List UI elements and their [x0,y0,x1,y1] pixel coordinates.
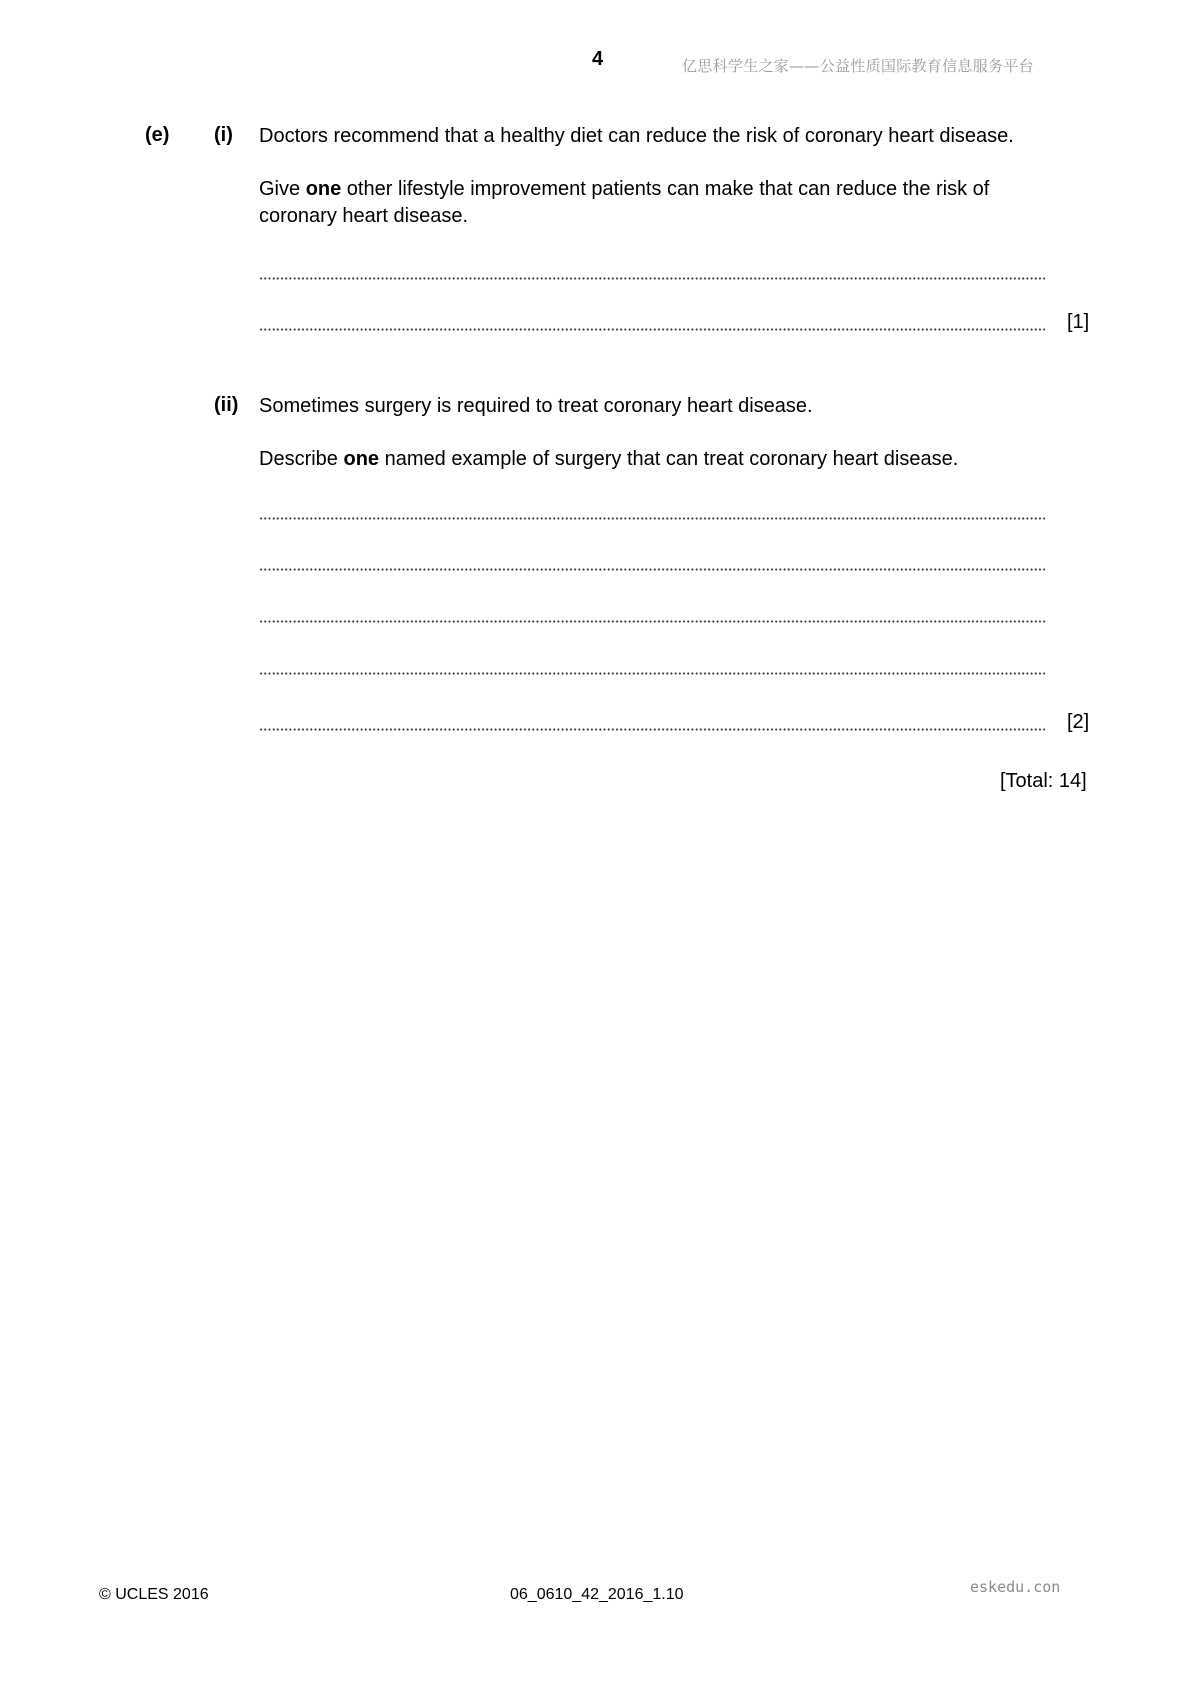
marks-label: [1] [1067,311,1090,333]
answer-line[interactable] [259,277,1045,280]
prompt-emphasis: one [305,178,342,200]
subquestion-ii-prompt [259,446,958,473]
subquestion-ii-statement: Sometimes surgery is required to treat coronary heart disease. [259,395,813,417]
prompt-text: Give [259,178,306,200]
prompt-text: named example of surgery that can treat coronary heart disease. [379,448,959,470]
subquestion-i-statement: Doctors recommend that a healthy diet can reduce the risk of coronary heart disease. [259,125,1014,147]
total-marks: [Total: 14] [1000,770,1087,792]
prompt-text: other lifestyle improvement patients can make that can reduce the risk of [341,178,990,200]
subquestion-ii-label: (ii) [214,394,239,416]
prompt-text: coronary heart disease. [259,205,469,227]
answer-line[interactable] [259,328,1045,331]
copyright: © UCLES 2016 [99,1586,209,1603]
answer-line[interactable] [259,672,1045,675]
answer-line[interactable] [259,728,1045,731]
page-number: 4 [592,48,604,70]
question-part-label: (e) [145,124,170,146]
answer-line[interactable] [259,517,1045,520]
prompt-text: Describe [259,448,344,470]
subquestion-i-label: (i) [214,124,233,146]
subquestion-i-prompt [259,176,1099,230]
footer-site: eskedu.con [970,1578,1061,1596]
prompt-emphasis: one [343,448,380,470]
marks-label: [2] [1067,711,1090,733]
answer-line[interactable] [259,568,1045,571]
header-watermark: 亿思科学生之家——公益性质国际教育信息服务平台 [682,57,1034,75]
answer-line[interactable] [259,620,1045,623]
document-code: 06_0610_42_2016_1.10 [510,1586,684,1603]
